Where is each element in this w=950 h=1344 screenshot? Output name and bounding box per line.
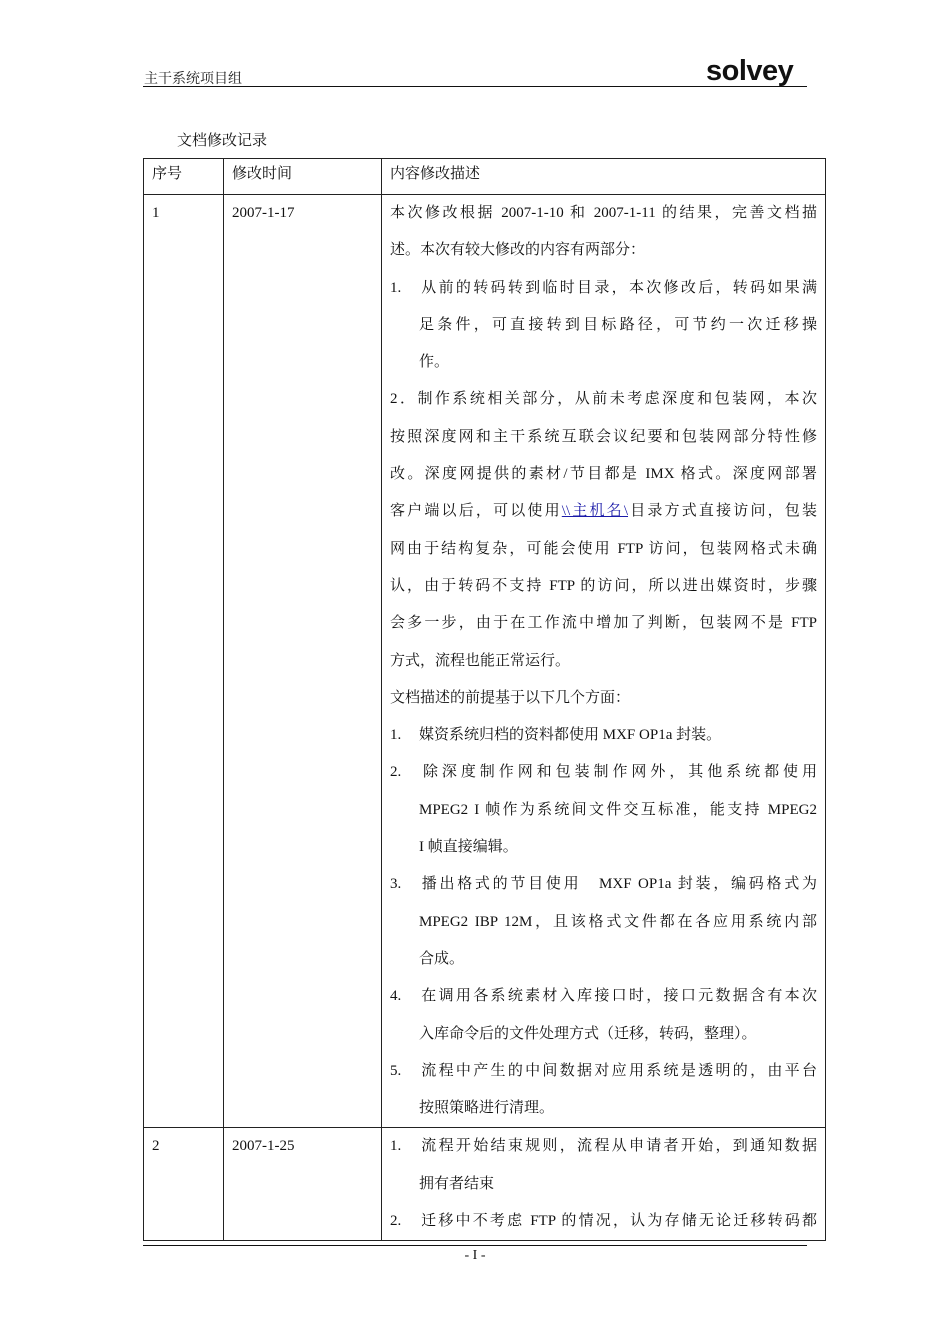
- cell-date: [224, 195, 382, 1128]
- row-number: 1: [152, 205, 160, 221]
- list-item: [390, 1203, 817, 1240]
- desc-line: 媒资系统归档的资料都使用 MXF OP1a 封装。: [419, 727, 722, 744]
- list-item: [390, 717, 817, 754]
- desc-line: 流程开始结束规则，流程从申请者开始，到通知数据: [419, 1138, 817, 1155]
- list-marker: 1.: [390, 1138, 402, 1155]
- list-item: [390, 866, 817, 903]
- company-logo: solvey: [706, 55, 794, 87]
- desc-line: MPEG2 IBP 12M，且该格式文件都在各应用系统内部: [419, 913, 817, 930]
- list-item: [390, 270, 817, 307]
- desc-line: 除深度制作网和包装制作网外，其他系统都使用: [419, 764, 817, 781]
- desc-line: 从前的转码转到临时目录，本次修改后，转码如果满: [419, 279, 817, 296]
- desc-line: 网由于结构复杂，可能会使用 FTP 访问，包装网格式未确: [390, 540, 817, 557]
- header-cell-number: 序号: [144, 159, 224, 195]
- desc-line: 本次修改根据 2007-1-10 和 2007-1-11 的结果，完善文档描: [390, 205, 817, 221]
- desc-line: 流程中产生的中间数据对应用系统是透明的，由平台: [419, 1062, 817, 1079]
- row-date: 2007-1-17: [232, 205, 295, 221]
- desc-line: 播出格式的节目使用 MXF OP1a 封装，编码格式为: [419, 876, 817, 893]
- header-divider: [143, 86, 807, 87]
- desc-line: 入库命令后的文件处理方式（迁移，转码，整理）。: [419, 1025, 757, 1042]
- host-path-link[interactable]: \\主机名\: [561, 503, 629, 520]
- desc-line: MPEG2 I 帧作为系统间文件交互标准，能支持 MPEG2: [419, 801, 817, 818]
- desc-line: 目录方式直接访问，包装: [628, 503, 817, 520]
- list-marker: 1.: [390, 727, 402, 744]
- desc-line: 迁移中不考虑 FTP 的情况，认为存储无论迁移转码都: [419, 1213, 817, 1230]
- desc-line: 会多一步，由于在工作流中增加了判断，包装网不是 FTP: [390, 615, 817, 632]
- desc-line: 2．制作系统相关部分，从前未考虑深度和包装网，本次: [390, 391, 817, 408]
- desc-line: 方式，流程也能正常运行。: [390, 652, 571, 669]
- header-cell-description: 内容修改描述: [382, 159, 826, 195]
- desc-line: 认，由于转码不支持 FTP 的访问，所以进出媒资时，步骤: [390, 577, 817, 594]
- cell-number: [144, 1128, 224, 1241]
- cell-number: [144, 195, 224, 1128]
- row-number: 2: [152, 1138, 160, 1155]
- revision-table: [143, 158, 826, 1241]
- row-date: 2007-1-25: [232, 1138, 295, 1155]
- list-item: [390, 1128, 817, 1165]
- desc-line: 按照深度网和主干系统互联会议纪要和包装网部分特性修: [390, 428, 817, 445]
- list-marker: 2.: [390, 764, 402, 781]
- desc-line: 改。深度网提供的素材/节目都是 IMX 格式。深度网部署: [390, 466, 817, 483]
- footer-divider: [143, 1245, 807, 1246]
- header-cell-date: 修改时间: [224, 159, 382, 195]
- desc-line: 文档描述的前提基于以下几个方面：: [390, 689, 631, 706]
- desc-line: 合成。: [419, 950, 465, 967]
- list-item: [390, 754, 817, 791]
- list-marker: 2.: [390, 1213, 402, 1230]
- header-text: 主干系统项目组: [144, 72, 242, 87]
- list-marker: 3.: [390, 876, 402, 893]
- desc-line: 足条件，可直接转到目标路径，可节约一次迁移操: [419, 316, 817, 333]
- cell-description: [382, 195, 826, 1128]
- list-marker: 4.: [390, 988, 402, 1005]
- table-header-row: [144, 159, 826, 195]
- list-item: [390, 978, 817, 1015]
- desc-line: 述。本次有较大修改的内容有两部分：: [390, 242, 646, 259]
- cell-description: [382, 1128, 826, 1241]
- desc-line-with-link: [390, 493, 817, 530]
- desc-line: 在调用各系统素材入库接口时，接口元数据含有本次: [419, 988, 817, 1005]
- list-item: [390, 1053, 817, 1090]
- desc-line: 按照策略进行清理。: [419, 1100, 555, 1117]
- list-marker: 5.: [390, 1062, 402, 1079]
- section-title: 文档修改记录: [177, 133, 268, 149]
- desc-line: I 帧直接编辑。: [419, 839, 518, 856]
- cell-date: [224, 1128, 382, 1241]
- desc-line: 作。: [419, 354, 450, 371]
- table-row: [144, 1128, 826, 1241]
- desc-line: 拥有者结束: [419, 1175, 495, 1192]
- list-marker: 1.: [390, 279, 402, 296]
- desc-line: 客户端以后，可以使用: [390, 503, 562, 520]
- page-number: - I -: [464, 1248, 486, 1263]
- table-row: [144, 195, 826, 1128]
